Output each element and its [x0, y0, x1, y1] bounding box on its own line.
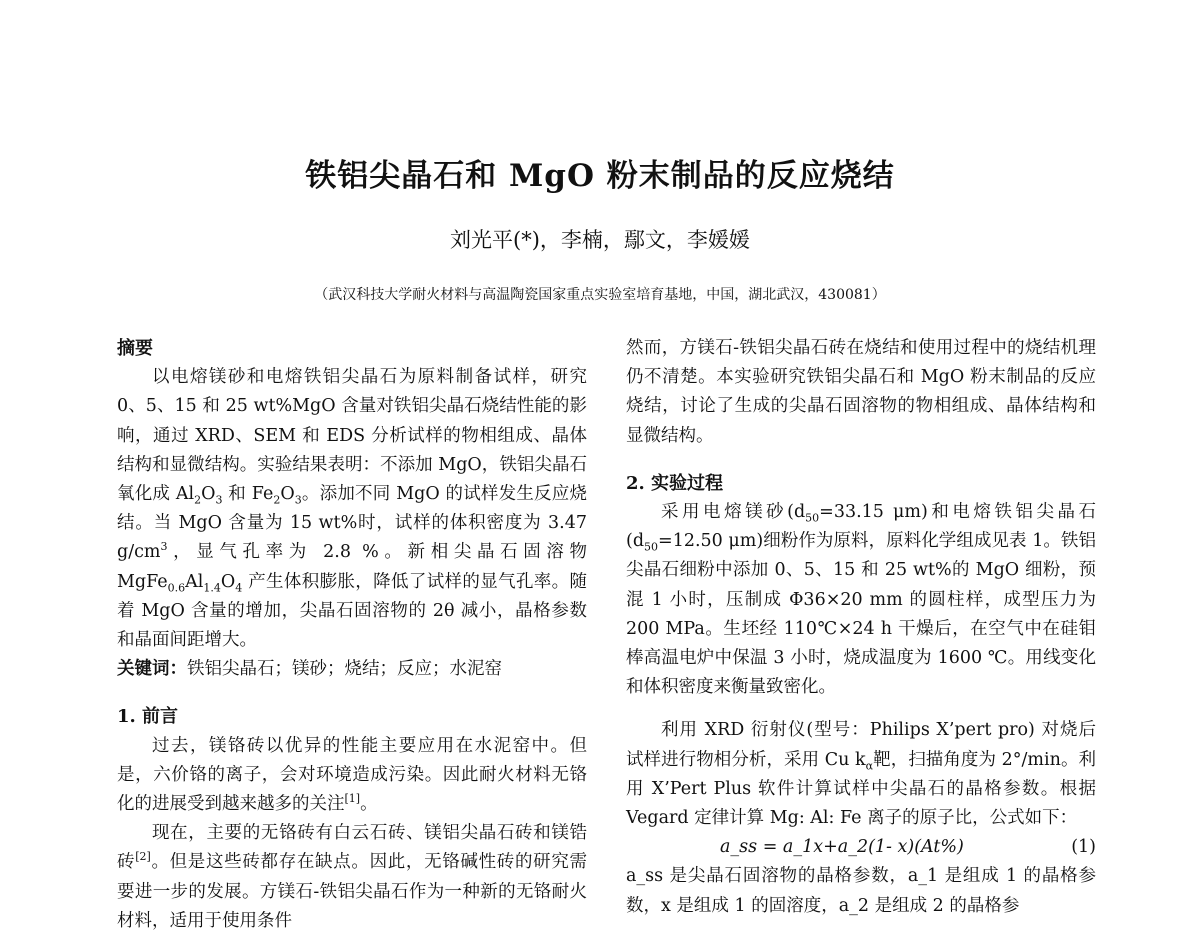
- abstract-body: 以电熔镁砂和电熔铁铝尖晶石为原料制备试样，研究 0、5、15 和 25 wt%MgO 含量对铁铝尖晶石烧结性能的影响，通过 XRD、SEM 和 EDS 分析试样的物相组成、晶体结构和显微结构。实验结果表明：不添加 MgO，铁铝尖晶石氧化成 $Al_2O_3$ 和 $Fe_2O_3$。添加不同 MgO 的试样发生反应烧结。当 MgO 含量为 15 wt%时，试样的体积密度为 3.47 $g/cm^3$，显气孔率为 2.8 %。新相尖晶石固溶物 $MgFe_{0.6}Al_{1.4}O_4$ 产生体积膨胀，降低了试样的显气孔率。随着 MgO 含量的增加，尖晶石固溶物的 2θ 减小，晶格参数和晶面间距增大。: [117, 367, 587, 651]
- abstract-heading: 摘要: [117, 338, 153, 359]
- intro-heading: 1. 前言: [117, 706, 179, 728]
- equation-formula: a_ss = a_1x+a_2(1- x)(At%): [720, 837, 964, 858]
- intro-continuation: 然而，方镁石-铁铝尖晶石砖在烧结和使用过程中的烧结机理仍不清楚。本实验研究铁铝尖晶石和 MgO 粉末制品的反应烧结，讨论了生成的尖晶石固溶物的物相组成、晶体结构和显微结构。: [626, 338, 1096, 446]
- experiment-paragraph-2: 利用 XRD 衍射仪(型号：Philips X’pert pro) 对烧后试样进行物相分析，采用 Cu $k_\alpha$靶，扫描角度为 2°/min。利用 X’Pert Plus 软件计算试样中尖晶石的晶格参数。根据 Vegard 定律计算 Mg: Al: Fe 离子的原子比，公式如下：: [626, 720, 1097, 829]
- keywords-label: 关键词：: [117, 659, 187, 680]
- right-column: [626, 334, 1096, 921]
- intro-paragraph-1: 过去，镁铬砖以优异的性能主要应用在水泥窑中。但是，六价铬的离子，会对环境造成污染。因此耐火材料无铬化的进展受到越来越多的关注[1]。: [117, 735, 587, 815]
- citation-2: [2]: [135, 850, 151, 864]
- left-column: [117, 334, 587, 936]
- experiment-paragraph-3: a_ss 是尖晶石固溶物的晶格参数，a_1 是组成 1 的晶格参数，x 是组成 1 的固溶度，a_2 是组成 2 的晶格参: [626, 866, 1096, 916]
- citation-1: [1]: [344, 792, 361, 806]
- equation-1: [626, 833, 1096, 862]
- paper-title: 铁铝尖晶石和 MgO 粉末制品的反应烧结: [305, 158, 895, 194]
- intro-paragraph-2: 现在，主要的无铬砖有白云石砖、镁铝尖晶石砖和镁锆砖[2]。但是这些砖都存在缺点。因此，无铬碱性砖的研究需要进一步的发展。方镁石-铁铝尖晶石作为一种新的无铬耐火材料，适用于使用条件: [117, 823, 588, 931]
- equation-number: (1): [1071, 837, 1096, 858]
- experiment-heading: 2. 实验过程: [626, 472, 724, 494]
- keywords-text: 铁铝尖晶石；镁砂；烧结；反应；水泥窑: [187, 659, 502, 680]
- experiment-paragraph-1: 采用电熔镁砂($d_{50}=33.15$ μm)和电熔铁铝尖晶石($d_{50}=12.50$ μm)细粉作为原料，原料化学组成见表 1。铁铝尖晶石细粉中添加 0、5、15 和 25 wt%的 MgO 细粉，预混 1 小时，压制成 Φ36×20 mm 的圆柱样，成型压力为 200 MPa。生坯经 110℃×24 h 干燥后，在空气中在硅钼棒高温电炉中保温 3 小时，烧成温度为 1600 ℃。用线变化和体积密度来衡量致密化。: [626, 502, 1096, 698]
- author-list: 刘光平(*)，李楠，鄢文，李媛媛: [450, 228, 750, 252]
- affiliation: （武汉科技大学耐火材料与高温陶瓷国家重点实验室培育基地，中国，湖北武汉，430081）: [314, 287, 886, 303]
- keywords-line: [117, 655, 587, 684]
